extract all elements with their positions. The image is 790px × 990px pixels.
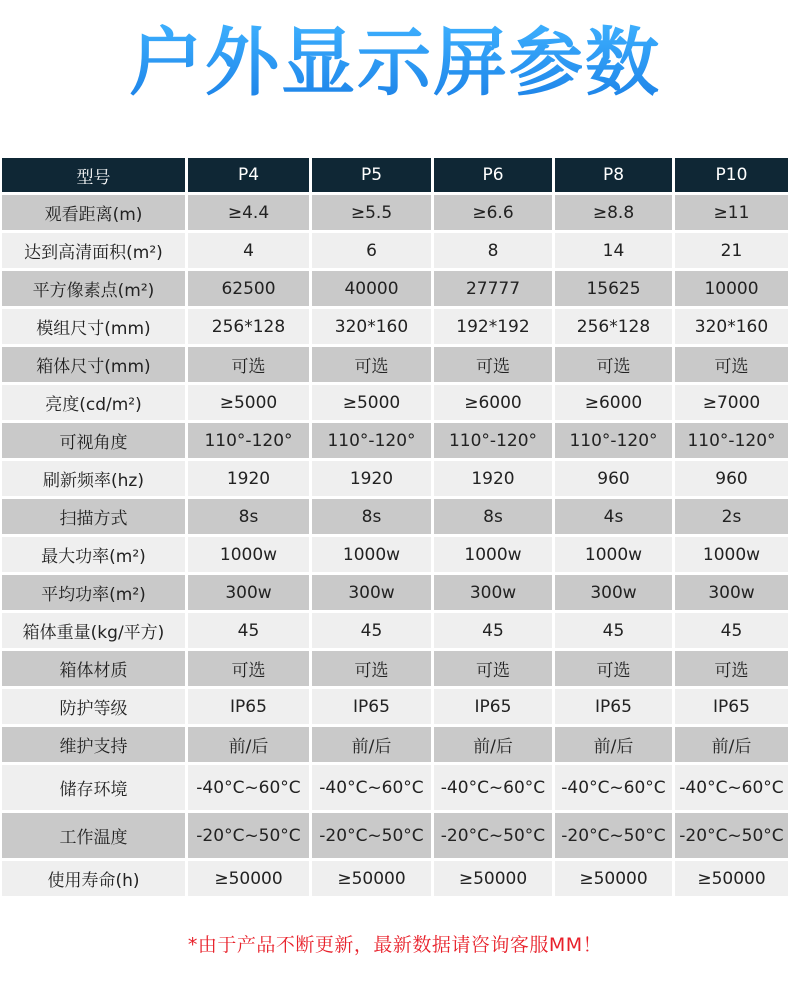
row-label: 扫描方式 [2, 499, 188, 537]
table-cell: 可选 [188, 651, 312, 689]
table-cell: IP65 [675, 689, 788, 727]
row-label: 平均功率(m²) [2, 575, 188, 613]
table-cell: 62500 [188, 271, 312, 309]
table-cell: -20°C~50°C [555, 813, 675, 861]
specs-table [2, 158, 788, 899]
table-cell: 8s [434, 499, 555, 537]
table-cell: 前/后 [675, 727, 788, 765]
row-label: 防护等级 [2, 689, 188, 727]
footnote: *由于产品不断更新，最新数据请咨询客服MM！ [187, 934, 603, 956]
table-cell: ≥50000 [555, 861, 675, 899]
table-cell: 2s [675, 499, 788, 537]
table-row [2, 233, 788, 271]
table-cell: ≥11 [675, 195, 788, 233]
table-cell: 可选 [312, 347, 434, 385]
table-cell: 1920 [434, 461, 555, 499]
table-cell: -40°C~60°C [312, 765, 434, 813]
row-label: 箱体重量(kg/平方) [2, 613, 188, 651]
table-cell: 256*128 [555, 309, 675, 347]
table-cell: 8s [312, 499, 434, 537]
row-label: 箱体材质 [2, 651, 188, 689]
row-label: 刷新频率(hz) [2, 461, 188, 499]
table-cell: IP65 [188, 689, 312, 727]
table-cell: 960 [675, 461, 788, 499]
table-cell: 27777 [434, 271, 555, 309]
table-cell: 110°-120° [675, 423, 788, 461]
table-cell: IP65 [312, 689, 434, 727]
table-row [2, 385, 788, 423]
table-cell: 可选 [434, 651, 555, 689]
table-cell: 320*160 [675, 309, 788, 347]
table-cell: 192*192 [434, 309, 555, 347]
table-cell: 21 [675, 233, 788, 271]
table-cell: -20°C~50°C [434, 813, 555, 861]
table-row [2, 613, 788, 651]
table-cell: ≥4.4 [188, 195, 312, 233]
table-cell: 6 [312, 233, 434, 271]
table-row [2, 347, 788, 385]
table-cell: 1000w [675, 537, 788, 575]
table-row [2, 689, 788, 727]
table-cell: 可选 [312, 651, 434, 689]
table-cell: 1920 [312, 461, 434, 499]
table-cell: ≥5.5 [312, 195, 434, 233]
row-label: 最大功率(m²) [2, 537, 188, 575]
table-cell: IP65 [555, 689, 675, 727]
table-row [2, 651, 788, 689]
table-cell: 8 [434, 233, 555, 271]
table-cell: -20°C~50°C [188, 813, 312, 861]
table-cell: 300w [434, 575, 555, 613]
table-cell: 4 [188, 233, 312, 271]
table-cell: -40°C~60°C [555, 765, 675, 813]
table-cell: ≥50000 [312, 861, 434, 899]
table-cell: ≥5000 [312, 385, 434, 423]
row-label: 工作温度 [2, 813, 188, 861]
table-cell: ≥6000 [555, 385, 675, 423]
table-cell: 可选 [675, 651, 788, 689]
table-cell: 前/后 [312, 727, 434, 765]
table-cell: -40°C~60°C [188, 765, 312, 813]
table-cell: ≥6.6 [434, 195, 555, 233]
table-cell: 1000w [434, 537, 555, 575]
table-cell: 320*160 [312, 309, 434, 347]
table-cell: 40000 [312, 271, 434, 309]
table-row [2, 309, 788, 347]
table-cell: -40°C~60°C [434, 765, 555, 813]
row-label: 达到高清面积(m²) [2, 233, 188, 271]
table-cell: 8s [188, 499, 312, 537]
row-label: 模组尺寸(mm) [2, 309, 188, 347]
table-cell: ≥50000 [434, 861, 555, 899]
table-cell: 4s [555, 499, 675, 537]
table-cell: 15625 [555, 271, 675, 309]
table-cell: ≥7000 [675, 385, 788, 423]
table-cell: 45 [434, 613, 555, 651]
table-row [2, 727, 788, 765]
table-cell: -40°C~60°C [675, 765, 788, 813]
table-cell: 110°-120° [434, 423, 555, 461]
table-cell: 110°-120° [312, 423, 434, 461]
table-cell: 110°-120° [188, 423, 312, 461]
header-cell-p6: P6 [434, 158, 555, 195]
page-title: 户外显示屏参数 [0, 18, 790, 108]
table-row [2, 499, 788, 537]
table-cell: ≥50000 [188, 861, 312, 899]
table-cell: 前/后 [555, 727, 675, 765]
row-label: 观看距离(m) [2, 195, 188, 233]
header-cell-model: 型号 [2, 158, 188, 195]
row-label: 可视角度 [2, 423, 188, 461]
table-cell: 45 [188, 613, 312, 651]
table-row [2, 537, 788, 575]
table-cell: -20°C~50°C [312, 813, 434, 861]
table-cell: ≥50000 [675, 861, 788, 899]
row-label: 平方像素点(m²) [2, 271, 188, 309]
table-cell: 1920 [188, 461, 312, 499]
row-label: 储存环境 [2, 765, 188, 813]
table-body [2, 195, 788, 899]
table-cell: -20°C~50°C [675, 813, 788, 861]
row-label: 维护支持 [2, 727, 188, 765]
table-cell: 300w [188, 575, 312, 613]
table-cell: 300w [312, 575, 434, 613]
row-label: 使用寿命(h) [2, 861, 188, 899]
header-cell-p4: P4 [188, 158, 312, 195]
table-cell: 1000w [555, 537, 675, 575]
row-label: 亮度(cd/m²) [2, 385, 188, 423]
header-cell-p8: P8 [555, 158, 675, 195]
table-header-row [2, 158, 788, 195]
table-cell: 45 [312, 613, 434, 651]
table-cell: ≥5000 [188, 385, 312, 423]
table-cell: 可选 [555, 347, 675, 385]
table-row [2, 423, 788, 461]
table-cell: 960 [555, 461, 675, 499]
table-cell: 10000 [675, 271, 788, 309]
table-cell: 1000w [312, 537, 434, 575]
header-cell-p10: P10 [675, 158, 788, 195]
table-cell: 110°-120° [555, 423, 675, 461]
table-row [2, 195, 788, 233]
table-cell: 可选 [675, 347, 788, 385]
table-cell: 45 [675, 613, 788, 651]
table-cell: 前/后 [188, 727, 312, 765]
table-row [2, 271, 788, 309]
table-cell: 前/后 [434, 727, 555, 765]
table-cell: 300w [675, 575, 788, 613]
table-cell: 256*128 [188, 309, 312, 347]
table-cell: 45 [555, 613, 675, 651]
table-row [2, 461, 788, 499]
table-cell: 可选 [188, 347, 312, 385]
table-row [2, 861, 788, 899]
table-cell: 可选 [434, 347, 555, 385]
table-row [2, 765, 788, 813]
row-label: 箱体尺寸(mm) [2, 347, 188, 385]
table-cell: ≥6000 [434, 385, 555, 423]
table-row [2, 575, 788, 613]
table-row [2, 813, 788, 861]
table-cell: IP65 [434, 689, 555, 727]
table-cell: 1000w [188, 537, 312, 575]
table-cell: 14 [555, 233, 675, 271]
table-cell: ≥8.8 [555, 195, 675, 233]
table-cell: 300w [555, 575, 675, 613]
header-cell-p5: P5 [312, 158, 434, 195]
table-cell: 可选 [555, 651, 675, 689]
